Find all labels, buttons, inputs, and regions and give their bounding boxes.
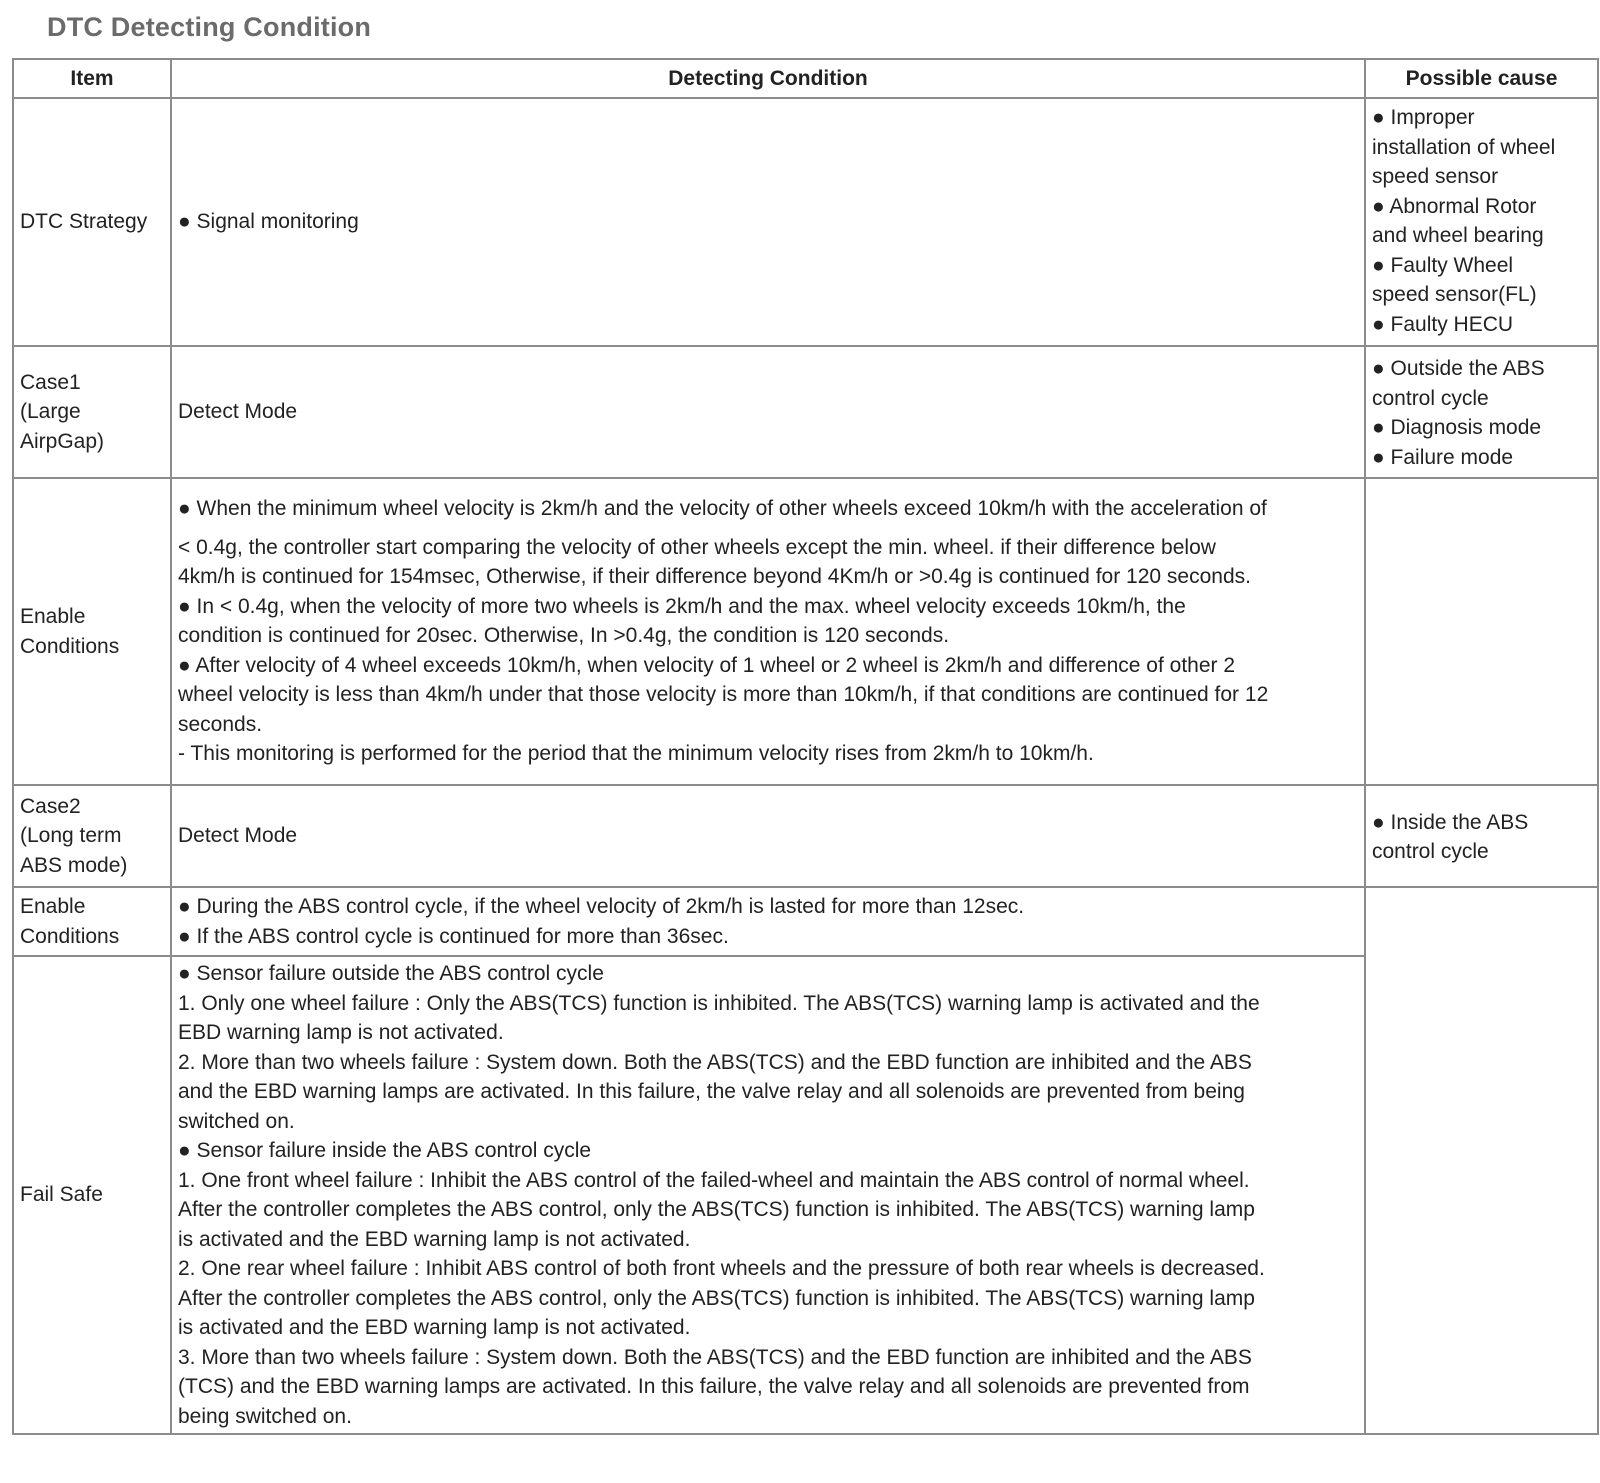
item-cell: DTC Strategy bbox=[13, 98, 171, 346]
condition-line: 2. More than two wheels failure : System down. Both the ABS(TCS) and the EBD function are inhibited and the ABS bbox=[178, 1050, 1252, 1074]
item-line: Case2 bbox=[20, 794, 81, 818]
condition-line: - This monitoring is performed for the period that the minimum velocity rises from 2km/h to 10km/h. bbox=[178, 742, 1094, 766]
header-possible-cause: Possible cause bbox=[1365, 59, 1598, 98]
cause-line: installation of wheel bbox=[1372, 135, 1556, 159]
condition-line: seconds. bbox=[178, 712, 263, 736]
cause-cell bbox=[1365, 785, 1598, 887]
condition-cell bbox=[171, 956, 1365, 1434]
item-cell bbox=[13, 887, 171, 956]
condition-line: 1. Only one wheel failure : Only the ABS(TCS) function is inhibited. The ABS(TCS) warning lamp is activated and the bbox=[178, 991, 1260, 1015]
table-row-enable-conditions-1 bbox=[13, 478, 1598, 785]
condition-line: ● Sensor failure inside the ABS control cycle bbox=[178, 1139, 592, 1162]
condition-cell: Detect Mode bbox=[171, 346, 1365, 478]
condition-cell: ● Signal monitoring bbox=[171, 98, 1365, 346]
cause-cell-empty bbox=[1365, 887, 1598, 1434]
table-row-dtc-strategy bbox=[13, 98, 1598, 346]
condition-line: After the controller completes the ABS control, only the ABS(TCS) function is inhibited. The ABS(TCS) warning lamp bbox=[178, 1286, 1255, 1310]
cause-cell bbox=[1365, 98, 1598, 346]
cause-line: ● Diagnosis mode bbox=[1372, 416, 1542, 439]
cause-line: control cycle bbox=[1372, 840, 1489, 863]
table-row-case2 bbox=[13, 785, 1598, 887]
cause-line: speed sensor(FL) bbox=[1372, 283, 1537, 306]
condition-line: is activated and the EBD warning lamp is not activated. bbox=[178, 1227, 691, 1251]
item-line: Enable bbox=[20, 605, 86, 628]
condition-line: switched on. bbox=[178, 1109, 295, 1133]
condition-line: (TCS) and the EBD warning lamps are activated. In this failure, the valve relay and all solenoids are prevented from bbox=[178, 1375, 1250, 1398]
condition-line: After the controller completes the ABS control, only the ABS(TCS) function is inhibited. The ABS(TCS) warning lamp bbox=[178, 1198, 1255, 1221]
cause-line: and wheel bearing bbox=[1372, 224, 1544, 247]
condition-line: EBD warning lamp is not activated. bbox=[178, 1021, 504, 1044]
header-item: Item bbox=[13, 59, 171, 98]
condition-line: ● After velocity of 4 wheel exceeds 10km/h, when velocity of 1 wheel or 2 wheel is 2km/h and difference of other 2 bbox=[178, 653, 1236, 677]
item-line: AirpGap) bbox=[20, 429, 105, 453]
cause-cell-empty bbox=[1365, 478, 1598, 785]
cause-line: ● Improper bbox=[1372, 106, 1475, 129]
item-cell bbox=[13, 478, 171, 785]
item-line: Conditions bbox=[20, 924, 120, 948]
cause-cell bbox=[1365, 346, 1598, 478]
item-line: Case1 bbox=[20, 370, 81, 394]
condition-line: 3. More than two wheels failure : System down. Both the ABS(TCS) and the EBD function are inhibited and the ABS bbox=[178, 1345, 1252, 1369]
cause-line: speed sensor bbox=[1372, 165, 1499, 188]
condition-line: condition is continued for 20sec. Otherwise, In >0.4g, the condition is 120 seconds. bbox=[178, 624, 950, 648]
item-line: (Large bbox=[20, 400, 81, 424]
condition-line: wheel velocity is less than 4km/h under that those velocity is more than 10km/h, if that conditions are continued for 12 bbox=[178, 683, 1269, 707]
item-line: (Long term bbox=[20, 824, 122, 848]
item-cell bbox=[13, 346, 171, 478]
table-row-enable-conditions-2 bbox=[13, 887, 1598, 956]
item-cell bbox=[13, 785, 171, 887]
cause-line: control cycle bbox=[1372, 386, 1489, 410]
header-detecting-condition: Detecting Condition bbox=[171, 59, 1365, 98]
page-title: DTC Detecting Condition bbox=[47, 12, 372, 42]
cause-line: ● Faulty Wheel bbox=[1372, 253, 1514, 277]
condition-line: is activated and the EBD warning lamp is not activated. bbox=[178, 1316, 691, 1339]
cause-line: ● Outside the ABS bbox=[1372, 357, 1545, 380]
condition-line: ● When the minimum wheel velocity is 2km/h and the velocity of other wheels exceed 10km/h with the acceleration of bbox=[178, 497, 1267, 521]
item-cell: Fail Safe bbox=[13, 956, 171, 1434]
cause-line: ● Inside the ABS bbox=[1372, 810, 1529, 834]
condition-line: 2. One rear wheel failure : Inhibit ABS control of both front wheels and the pressure of both rear wheels is decreased. bbox=[178, 1257, 1265, 1280]
cause-line: ● Abnormal Rotor bbox=[1372, 194, 1537, 218]
condition-line: 4km/h is continued for 154msec, Otherwise, if their difference beyond 4Km/h or >0.4g is continued for 120 seconds. bbox=[178, 565, 1251, 589]
table-row-fail-safe bbox=[13, 956, 1598, 1434]
condition-line: ● If the ABS control cycle is continued for more than 36sec. bbox=[178, 924, 729, 948]
table-header-row bbox=[13, 59, 1598, 98]
cause-line: ● Failure mode bbox=[1372, 445, 1514, 469]
condition-line: ● Sensor failure outside the ABS control cycle bbox=[178, 962, 604, 985]
condition-cell bbox=[171, 887, 1365, 956]
condition-cell bbox=[171, 478, 1365, 785]
dtc-table bbox=[12, 58, 1599, 1435]
condition-line: being switched on. bbox=[178, 1404, 352, 1428]
condition-line: < 0.4g, the controller start comparing the velocity of other wheels except the min. wheel. if their difference below bbox=[178, 535, 1216, 559]
item-line: ABS mode) bbox=[20, 853, 128, 877]
item-line: Conditions bbox=[20, 634, 120, 658]
item-line: Enable bbox=[20, 895, 86, 918]
cause-line: ● Faulty HECU bbox=[1372, 312, 1514, 336]
condition-cell: Detect Mode bbox=[171, 785, 1365, 887]
condition-line: ● In < 0.4g, when the velocity of more two wheels is 2km/h and the max. wheel velocity exceeds 10km/h, the bbox=[178, 594, 1186, 618]
condition-line: 1. One front wheel failure : Inhibit the ABS control of the failed-wheel and maintain the ABS control of normal wheel. bbox=[178, 1168, 1250, 1192]
condition-line: and the EBD warning lamps are activated. In this failure, the valve relay and all solenoids are prevented from being bbox=[178, 1080, 1245, 1103]
table-row-case1 bbox=[13, 346, 1598, 478]
condition-line: ● During the ABS control cycle, if the wheel velocity of 2km/h is lasted for more than 12sec. bbox=[178, 895, 1025, 918]
